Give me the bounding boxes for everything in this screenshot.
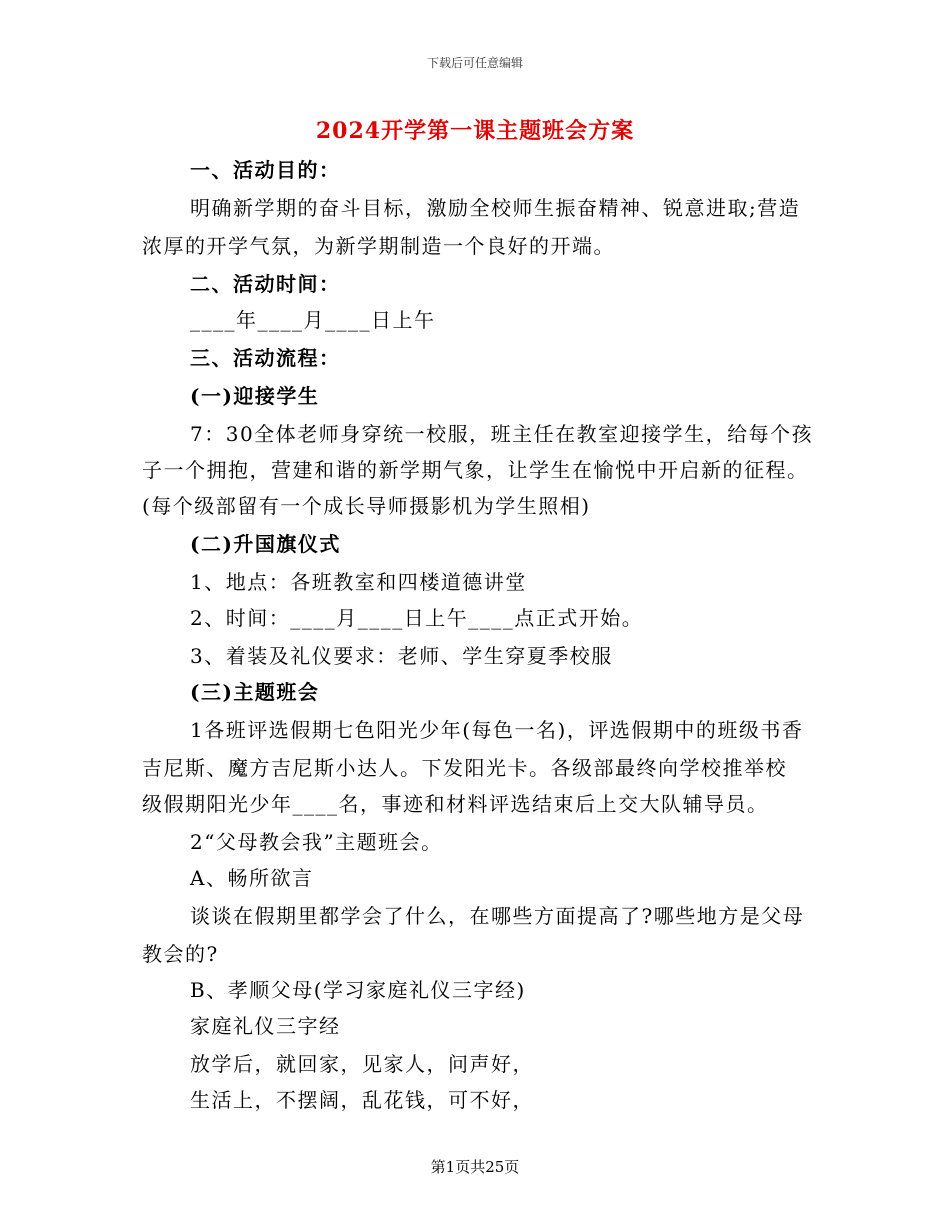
section-heading-purpose: 一、活动目的：	[190, 158, 341, 182]
paragraph-line: 1、地点：各班教室和四楼道德讲堂	[190, 570, 527, 594]
section-heading-process: 三、活动流程：	[190, 346, 341, 370]
paragraph-line: 明确新学期的奋斗目标，激励全校师生振奋精神、锐意进取;营造	[190, 196, 801, 220]
paragraph-line: 子一个拥抱，营建和谐的新学期气象，让学生在愉悦中开启新的征程。	[142, 458, 809, 482]
paragraph-line: (每个级部留有一个成长导师摄影机为学生照相)	[142, 494, 591, 518]
document-title: 2024开学第一课主题班会方案	[315, 118, 635, 144]
paragraph-line: 吉尼斯、魔方吉尼斯小达人。下发阳光卡。各级部最终向学校推举校	[142, 756, 787, 780]
paragraph-line: ____年____月____日上午	[190, 308, 436, 332]
paragraph-line: 浓厚的开学气氛，为新学期制造一个良好的开端。	[142, 234, 615, 258]
paragraph-line: B、孝顺父母(学习家庭礼仪三字经)	[190, 978, 526, 1002]
paragraph-line: 谈谈在假期里都学会了什么，在哪些方面提高了?哪些地方是父母	[190, 904, 805, 928]
section-heading-time: 二、活动时间：	[190, 272, 341, 296]
header-note: 下载后可任意编辑	[426, 56, 523, 70]
paragraph-line: 2、时间：____月____日上午____点正式开始。	[190, 606, 644, 630]
paragraph-line: 生活上，不摆阔，乱花钱，可不好，	[190, 1088, 534, 1112]
paragraph-line: 1各班评选假期七色阳光少年(每色一名)，评选假期中的班级书香	[190, 718, 804, 742]
paragraph-line: 7：30全体老师身穿统一校服，班主任在教室迎接学生，给每个孩	[190, 422, 814, 446]
subsection-heading: (二)升国旗仪式	[190, 532, 341, 556]
paragraph-line: 教会的?	[142, 942, 219, 966]
paragraph-line: 2“父母教会我”主题班会。	[190, 830, 443, 854]
paragraph-line: 级假期阳光少年____名，事迹和材料评选结束后上交大队辅导员。	[142, 792, 769, 816]
paragraph-line: 家庭礼仪三字经	[190, 1014, 341, 1038]
subsection-heading: (一)迎接学生	[190, 384, 320, 408]
paragraph-line: 3、着装及礼仪要求：老师、学生穿夏季校服	[190, 644, 613, 668]
subsection-heading: (三)主题班会	[190, 680, 320, 704]
paragraph-line: A、畅所欲言	[190, 866, 314, 890]
page-indicator: 第1页共25页	[430, 1158, 520, 1176]
paragraph-line: 放学后，就回家，见家人，问声好，	[190, 1052, 534, 1076]
